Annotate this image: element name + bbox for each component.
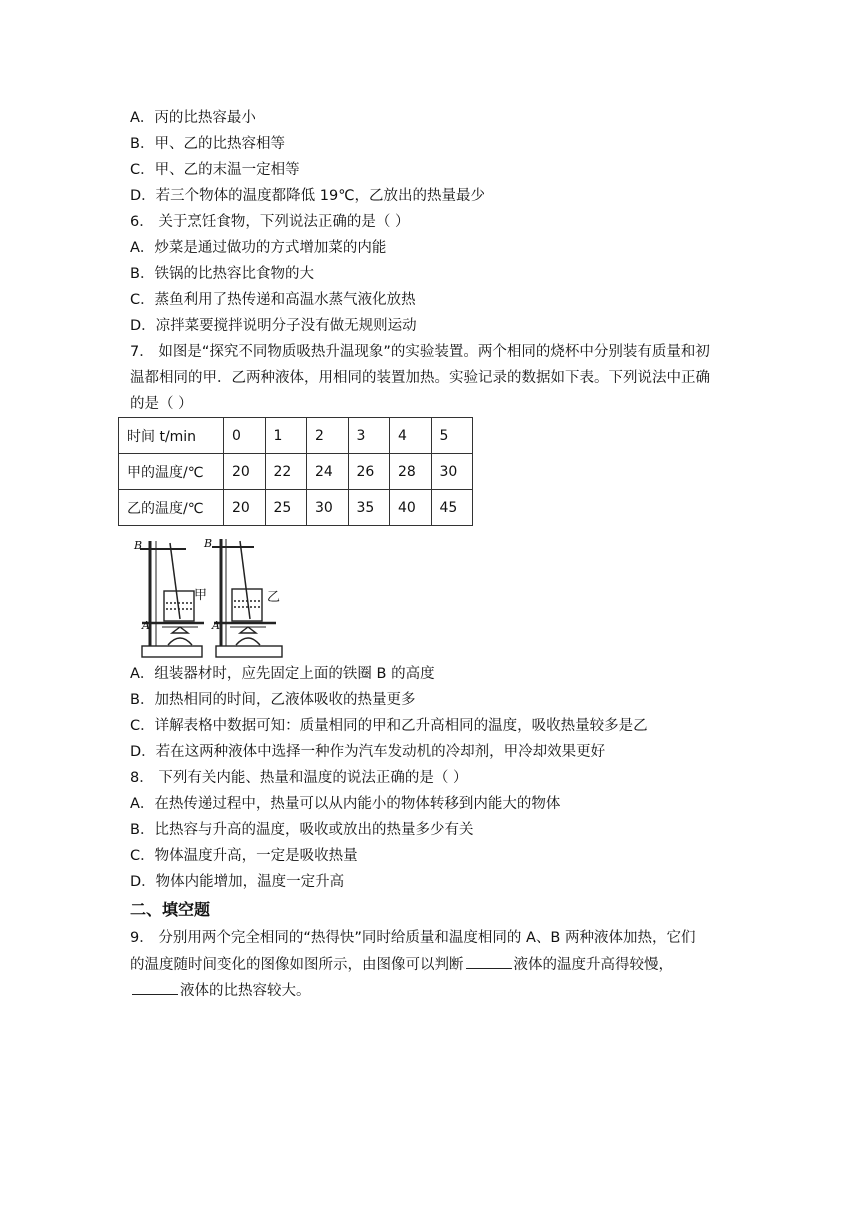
q7-stem-line-2: 温都相同的甲．乙两种液体，用相同的装置加热。实验记录的数据如下表。下列说法中正确 [130, 370, 710, 386]
label-yi: 乙 [267, 590, 281, 605]
q8-option-b: B．比热容与升高的温度，吸收或放出的热量多少有关 [130, 822, 474, 838]
answer-blank-1[interactable] [466, 954, 512, 969]
table-cell: 45 [431, 490, 473, 526]
q7-option-c: C．详解表格中数据可知：质量相同的甲和乙升高相同的温度，吸收热量较多是乙 [130, 718, 648, 734]
table-row [119, 454, 473, 490]
q7-option-a: A．组装器材时，应先固定上面的铁圈 B 的高度 [130, 666, 435, 682]
table-cell: 0 [224, 418, 266, 454]
q6-stem: 6． 关于烹饪食物，下列说法正确的是（ ） [130, 214, 410, 230]
q6-option-a: A．炒菜是通过做功的方式增加菜的内能 [130, 240, 387, 256]
q7-data-table [118, 417, 473, 526]
table-cell: 4 [390, 418, 432, 454]
label-jia: 甲 [194, 588, 208, 603]
table-cell: 25 [265, 490, 307, 526]
q9-line-3 [130, 980, 311, 1001]
q6-option-c: C．蒸鱼利用了热传递和高温水蒸气液化放热 [130, 292, 416, 308]
table-cell: 甲的温度/℃ [119, 454, 224, 490]
label-b-right: B [204, 537, 213, 550]
table-cell: 1 [265, 418, 307, 454]
q7-option-d: D．若在这两种液体中选择一种作为汽车发动机的冷却剂，甲冷却效果更好 [130, 744, 606, 760]
q7-apparatus-figure [128, 535, 288, 660]
q9-line-2 [130, 954, 673, 975]
q7-option-b: B．加热相同的时间，乙液体吸收的热量更多 [130, 692, 416, 708]
q7-stem-line-1: 7． 如图是“探究不同物质吸热升温现象”的实验装置。两个相同的烧杯中分别装有质量和初 [130, 344, 710, 360]
q5-option-c: C．甲、乙的末温一定相等 [130, 162, 300, 178]
table-cell: 乙的温度/℃ [119, 490, 224, 526]
q6-option-d: D．凉拌菜要搅拌说明分子没有做无规则运动 [130, 318, 417, 334]
q8-option-c: C．物体温度升高，一定是吸收热量 [130, 848, 358, 864]
q9-line-2-text-a: 的温度随时间变化的图像如图所示，由图像可以判断 [130, 957, 464, 973]
table-cell: 30 [431, 454, 473, 490]
table-row [119, 490, 473, 526]
table-cell: 24 [307, 454, 349, 490]
answer-blank-2[interactable] [132, 980, 178, 995]
table-cell: 26 [348, 454, 390, 490]
table-cell: 20 [224, 454, 266, 490]
table-cell: 时间 t/min [119, 418, 224, 454]
table-cell: 40 [390, 490, 432, 526]
table-row [119, 418, 473, 454]
q9-line-2-text-b: 液体的温度升高得较慢， [513, 957, 673, 973]
section-title-fill-in: 二、填空题 [130, 900, 211, 919]
table-cell: 35 [348, 490, 390, 526]
q6-option-b: B．铁锅的比热容比食物的大 [130, 266, 314, 282]
q8-option-d: D．物体内能增加，温度一定升高 [130, 874, 345, 890]
q7-stem-line-3: 的是（ ） [130, 396, 193, 412]
label-a-left: A [142, 619, 150, 632]
label-a-right: A [212, 619, 220, 632]
table-cell: 2 [307, 418, 349, 454]
q9-line-3-text: 液体的比热容较大。 [180, 983, 311, 999]
table-cell: 20 [224, 490, 266, 526]
q9-line-1: 9． 分别用两个完全相同的“热得快”同时给质量和温度相同的 A、B 两种液体加热，它们 [130, 930, 696, 946]
q8-stem: 8． 下列有关内能、热量和温度的说法正确的是（ ） [130, 770, 468, 786]
table-cell: 5 [431, 418, 473, 454]
q5-option-b: B．甲、乙的比热容相等 [130, 136, 285, 152]
q5-option-a: A．丙的比热容最小 [130, 110, 256, 126]
label-b-left: B [134, 539, 143, 552]
table-cell: 3 [348, 418, 390, 454]
q5-option-d: D．若三个物体的温度都降低 19℃，乙放出的热量最少 [130, 188, 486, 204]
table-cell: 28 [390, 454, 432, 490]
table-cell: 22 [265, 454, 307, 490]
q8-option-a: A．在热传递过程中，热量可以从内能小的物体转移到内能大的物体 [130, 796, 561, 812]
table-cell: 30 [307, 490, 349, 526]
